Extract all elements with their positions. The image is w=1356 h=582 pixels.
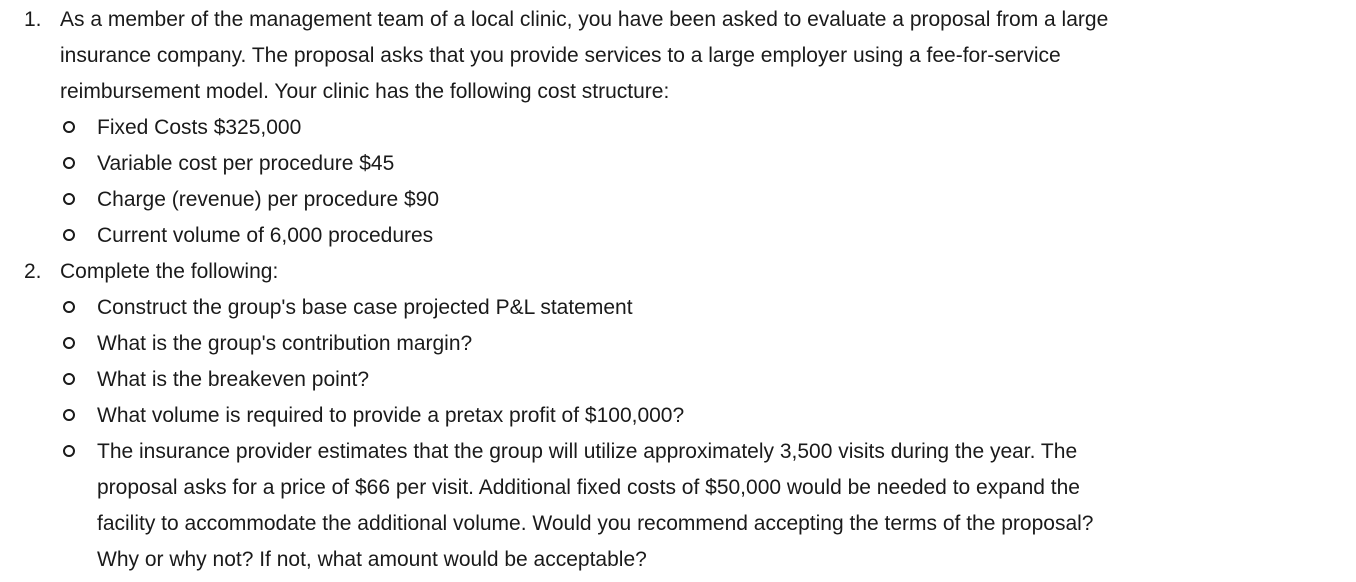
bullet-circle-icon bbox=[63, 445, 75, 457]
item-1-line-2: insurance company. The proposal asks that you provide services to a large employer using a fee-for-service bbox=[60, 44, 1061, 67]
item-2-bullet-1: Construct the group's base case projected P&L statement bbox=[97, 296, 633, 319]
item-2-bullet-5-line-1: The insurance provider estimates that the group will utilize approximately 3,500 visits during the year. The bbox=[97, 440, 1078, 463]
item-1-bullet-3: Charge (revenue) per procedure $90 bbox=[97, 188, 440, 211]
bullet-circle-icon bbox=[63, 121, 75, 133]
bullet-circle-icon bbox=[63, 229, 75, 241]
item-2-line-1: Complete the following: bbox=[60, 260, 279, 283]
item-2-bullet-3: What is the breakeven point? bbox=[97, 368, 369, 391]
bullet-circle-icon bbox=[63, 409, 75, 421]
bullet-circle-icon bbox=[63, 301, 75, 313]
bullet-circle-icon bbox=[63, 337, 75, 349]
bullet-circle-icon bbox=[63, 373, 75, 385]
item-2-bullet-5-line-3: facility to accommodate the additional volume. Would you recommend accepting the terms of the proposal? bbox=[97, 512, 1094, 535]
item-1-bullet-1: Fixed Costs $325,000 bbox=[97, 116, 302, 139]
item-2-number: 2. bbox=[24, 260, 42, 283]
item-1-bullet-4: Current volume of 6,000 procedures bbox=[97, 224, 434, 247]
bullet-circle-icon bbox=[63, 193, 75, 205]
item-2-bullet-4: What volume is required to provide a pretax profit of $100,000? bbox=[97, 404, 685, 427]
item-2-bullet-2: What is the group's contribution margin? bbox=[97, 332, 473, 355]
item-2-bullet-5-line-4: Why or why not? If not, what amount would be acceptable? bbox=[97, 548, 647, 571]
item-2-bullet-5-line-2: proposal asks for a price of $66 per visit. Additional fixed costs of $50,000 would be needed to expand the bbox=[97, 476, 1080, 499]
item-1-line-3: reimbursement model. Your clinic has the following cost structure: bbox=[60, 80, 670, 103]
item-1-line-1: As a member of the management team of a local clinic, you have been asked to evaluate a proposal from a large bbox=[60, 8, 1109, 31]
item-1-number: 1. bbox=[24, 8, 42, 31]
item-1-bullet-2: Variable cost per procedure $45 bbox=[97, 152, 395, 175]
bullet-circle-icon bbox=[63, 157, 75, 169]
